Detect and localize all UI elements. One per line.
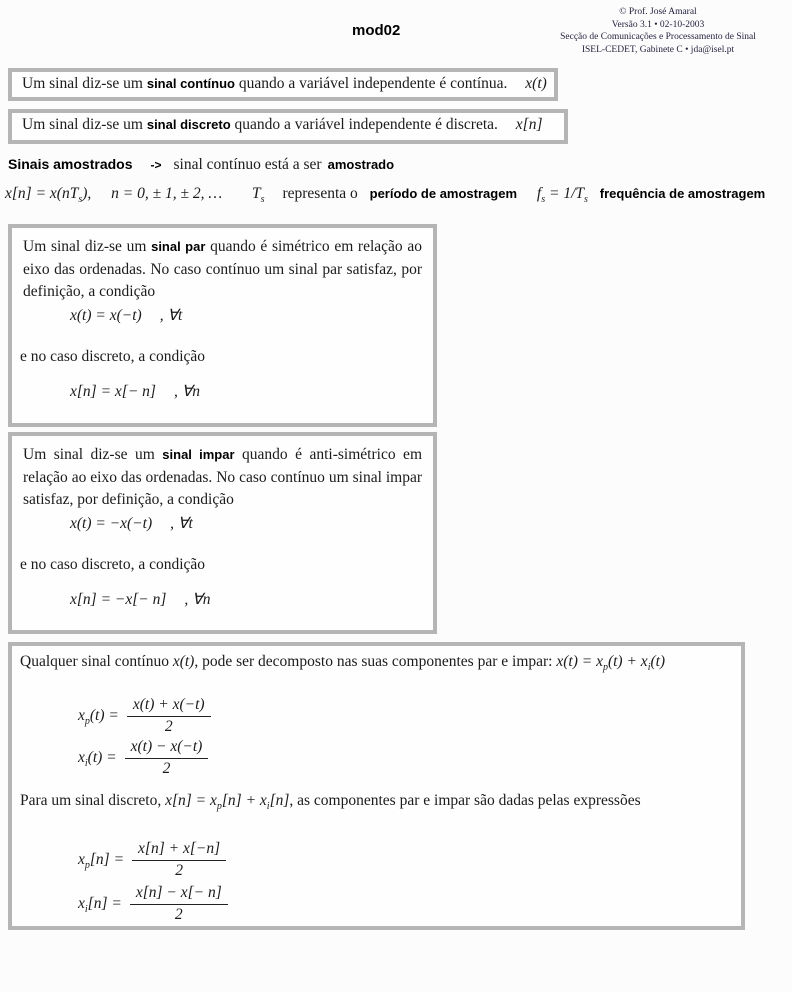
- decomposition-discrete-intro: [20, 792, 641, 813]
- fraction-odd-continuous: [78, 738, 208, 778]
- math-seg: [n] + x: [221, 792, 267, 809]
- math-seg: x(t) = −x(−t): [70, 515, 153, 532]
- math-xn: x[n]: [515, 116, 543, 133]
- term-discrete-signal: sinal discreto: [146, 117, 231, 132]
- math-seg: x[n] = x(nT: [5, 185, 79, 202]
- fraction-denominator: 2: [162, 760, 171, 777]
- term-sampling-frequency: frequência de amostragem: [599, 186, 766, 201]
- fraction-numerator: x(t) + x(−t): [127, 696, 211, 717]
- definition-post: quando a variável independente é discreta.: [234, 116, 498, 133]
- math-condition: , ∀n: [184, 591, 211, 608]
- math-condition: , ∀n: [173, 383, 201, 400]
- credit-line-section: Secção de Comunicações e Processamento de Sinal: [560, 32, 756, 43]
- fraction-denominator: 2: [174, 906, 183, 923]
- term-sampled: amostrado: [327, 157, 395, 172]
- discrete-post: , as componentes par e impar são dadas pelas expressões: [289, 792, 641, 809]
- fraction-odd-discrete: [78, 884, 228, 924]
- fraction: [125, 738, 209, 778]
- header-credits: [532, 6, 784, 56]
- math-seg: x: [78, 749, 85, 766]
- definition-pre: Um sinal diz-se um: [22, 75, 143, 92]
- fraction-lhs: [78, 851, 125, 872]
- definition-box-discrete: [8, 109, 568, 144]
- fraction: [130, 884, 228, 924]
- math-seg: x(t) = x(−t): [70, 307, 142, 324]
- math-sub: p: [216, 801, 222, 813]
- math-seg: f: [536, 185, 542, 202]
- page-title: mod02: [352, 22, 401, 39]
- fraction-denominator: 2: [164, 718, 173, 735]
- math-seg: [n] =: [87, 895, 122, 912]
- credit-line-author: © Prof. José Amaral: [619, 7, 697, 17]
- math-seg: x[n] = x: [165, 792, 217, 809]
- math-seg: x: [78, 851, 85, 868]
- credit-line-contact: ISEL-CEDET, Gabinete C • jda@isel.pt: [581, 44, 735, 55]
- definition-post: quando a variável independente é contínua.: [238, 75, 508, 92]
- equation-odd-discrete: [70, 590, 211, 609]
- math-seg: T: [252, 185, 261, 202]
- even-signal-paragraph: [12, 228, 433, 304]
- math-xt: x(t): [525, 75, 547, 92]
- paragraph-post: quando é simétrico em relação ao eixo das ordenadas. No caso contínuo um sinal par satisfaz, por definição, a condição: [23, 238, 422, 300]
- fraction-even-discrete: [78, 840, 226, 880]
- intro-mid: , pode ser decomposto nas suas componentes par e impar:: [194, 653, 553, 670]
- math-seg: x(t) = x: [556, 653, 603, 670]
- fraction-numerator: x[n] − x[− n]: [130, 884, 228, 905]
- math-seg: ),: [82, 185, 92, 202]
- definition-text-continuous: [12, 72, 554, 93]
- even-signal-box: [8, 224, 437, 427]
- math-sub: i: [84, 758, 88, 770]
- term-odd-signal: sinal impar: [162, 447, 235, 462]
- math-seg: x[n] = x[− n]: [70, 383, 156, 400]
- math-sub: p: [84, 716, 90, 728]
- paragraph-pre: Um sinal diz-se um: [23, 446, 155, 463]
- fraction-denominator: 2: [175, 862, 183, 879]
- math-condition: , ∀t: [159, 307, 183, 324]
- definition-box-continuous: [8, 68, 558, 101]
- fraction-numerator: x(t) − x(−t): [125, 738, 209, 759]
- credit-line-version: Versão 3.1 • 02-10-2003: [611, 19, 705, 30]
- math-seg: (t) =: [89, 707, 119, 724]
- math-seg: [n]: [269, 792, 290, 809]
- math-sub: i: [84, 904, 88, 916]
- math-seg: (t): [650, 653, 666, 670]
- math-decomposition-sum: [556, 653, 666, 674]
- math-n-range: n = 0, ± 1, ± 2, …: [111, 185, 223, 202]
- definition-pre: Um sinal diz-se um: [22, 116, 143, 133]
- odd-signal-box: [8, 432, 437, 634]
- math-sub: s: [78, 194, 83, 206]
- fraction-lhs: [78, 895, 122, 916]
- fraction-even-continuous: [78, 696, 211, 736]
- even-discrete-intro: e no caso discreto, a condição: [20, 348, 206, 365]
- math-seg: [n] =: [89, 851, 125, 868]
- decomposition-intro: [12, 646, 741, 674]
- term-even-signal: sinal par: [151, 239, 206, 254]
- fraction: [132, 840, 226, 880]
- math-seg: x[n] = −x[− n]: [70, 591, 167, 608]
- math-sub: s: [584, 194, 588, 206]
- equation-even-continuous: [70, 306, 182, 325]
- fraction-lhs: [78, 707, 119, 728]
- math-sub: i: [647, 662, 651, 674]
- equation-even-discrete: [70, 382, 200, 401]
- math-sub: p: [602, 662, 608, 674]
- odd-discrete-intro: e no caso discreto, a condição: [20, 556, 206, 573]
- math-seg: x: [78, 707, 85, 724]
- math-sampling-def: [5, 185, 92, 206]
- math-seg: (t) =: [87, 749, 117, 766]
- math-Ts: [252, 185, 265, 206]
- odd-signal-paragraph: [12, 436, 433, 512]
- definition-text-discrete: [12, 113, 564, 134]
- fraction-numerator: x[n] + x[−n]: [132, 840, 226, 861]
- math-condition: , ∀t: [170, 515, 193, 532]
- math-sub: p: [84, 860, 90, 872]
- sampled-signals-text: sinal contínuo está a ser: [173, 156, 322, 173]
- sampled-signals-row: [8, 156, 394, 174]
- fraction-lhs: [78, 749, 117, 770]
- math-seg: (t) + x: [607, 653, 648, 670]
- math-seg: = 1/T: [545, 185, 584, 202]
- math-sub: s: [541, 194, 546, 206]
- math-discrete-sum: [165, 792, 290, 813]
- paragraph-pre: Um sinal diz-se um: [23, 238, 147, 255]
- math-seg: x: [78, 895, 85, 912]
- term-continuous-signal: sinal contínuo: [146, 76, 235, 91]
- arrow-label: ->: [150, 158, 162, 172]
- intro-pre: Qualquer sinal contínuo: [20, 653, 169, 670]
- sampling-formula-row: [5, 185, 789, 206]
- paragraph-post: quando é anti-simétrico em relação ao eixo das ordenadas. No caso contínuo um sinal impar satisfaz, por definição, a condição: [23, 446, 422, 508]
- sampling-text: representa o: [282, 185, 358, 202]
- sampled-signals-label: Sinais amostrados: [8, 156, 133, 172]
- fraction: [127, 696, 211, 736]
- equation-odd-continuous: [70, 514, 193, 533]
- math-fs: [536, 185, 588, 206]
- term-sampling-period: período de amostragem: [369, 186, 518, 201]
- math-sub: i: [266, 801, 270, 813]
- decomposition-box: [8, 642, 745, 930]
- math-xt: x(t): [172, 653, 195, 670]
- math-sub: s: [260, 194, 265, 206]
- discrete-pre: Para um sinal discreto,: [20, 792, 162, 809]
